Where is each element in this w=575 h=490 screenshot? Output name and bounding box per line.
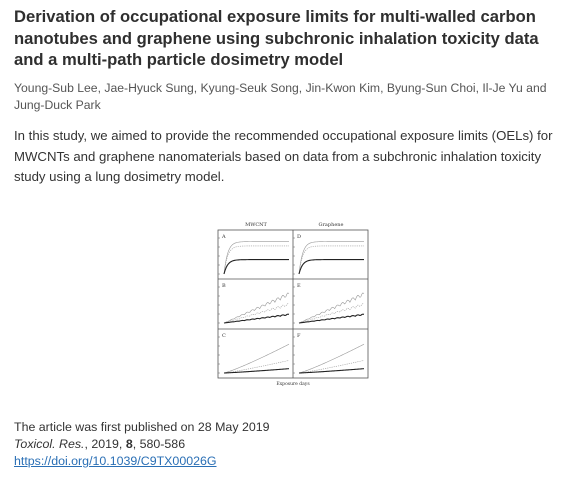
citation-year: , 2019, <box>84 437 126 451</box>
abstract-text: In this study, we aimed to provide the recommended occupational exposure limits (OELs) for MWCNTs and graphene nanomaterials based on data from a subchronic inhalation toxicity study using a lung dosimetry model. <box>14 128 553 184</box>
panel-label-c: C <box>222 333 226 339</box>
figure-graphic <box>200 212 375 387</box>
journal-name: Toxicol. Res. <box>14 437 85 451</box>
col-label-graphene: Graphene <box>318 222 344 228</box>
panel-label-f: F <box>297 333 301 339</box>
graphical-abstract-figure[interactable] <box>200 212 375 387</box>
author-list: Young-Sub Lee, Jae-Hyuck Sung, Kyung-Seuk Song, Jin-Kwon Kim, Byung-Sun Choi, Il-Je Yu and Jung-Duck Park <box>14 81 547 112</box>
panel-label-e: E <box>297 283 301 289</box>
x-axis-label: Exposure days <box>276 382 310 387</box>
published-date: The article was first published on 28 May 2019 <box>14 420 270 434</box>
citation-line <box>14 436 270 453</box>
citation-volume: 8 <box>125 437 133 451</box>
panel-label-a: A <box>222 234 226 240</box>
citation-pages: , 580-586 <box>132 437 186 451</box>
citation-footer <box>14 419 270 470</box>
doi-link[interactable]: https://doi.org/10.1039/C9TX00026G <box>14 454 217 468</box>
panel-label-d: D <box>297 234 302 240</box>
col-label-mwcnt: MWCNT <box>245 222 267 228</box>
article-title: Derivation of occupational exposure limits for multi-walled carbon nanotubes and graphene using subchronic inhalation toxicity data and a multi-path particle dosimetry model <box>14 7 539 69</box>
panel-label-b: B <box>222 283 226 289</box>
